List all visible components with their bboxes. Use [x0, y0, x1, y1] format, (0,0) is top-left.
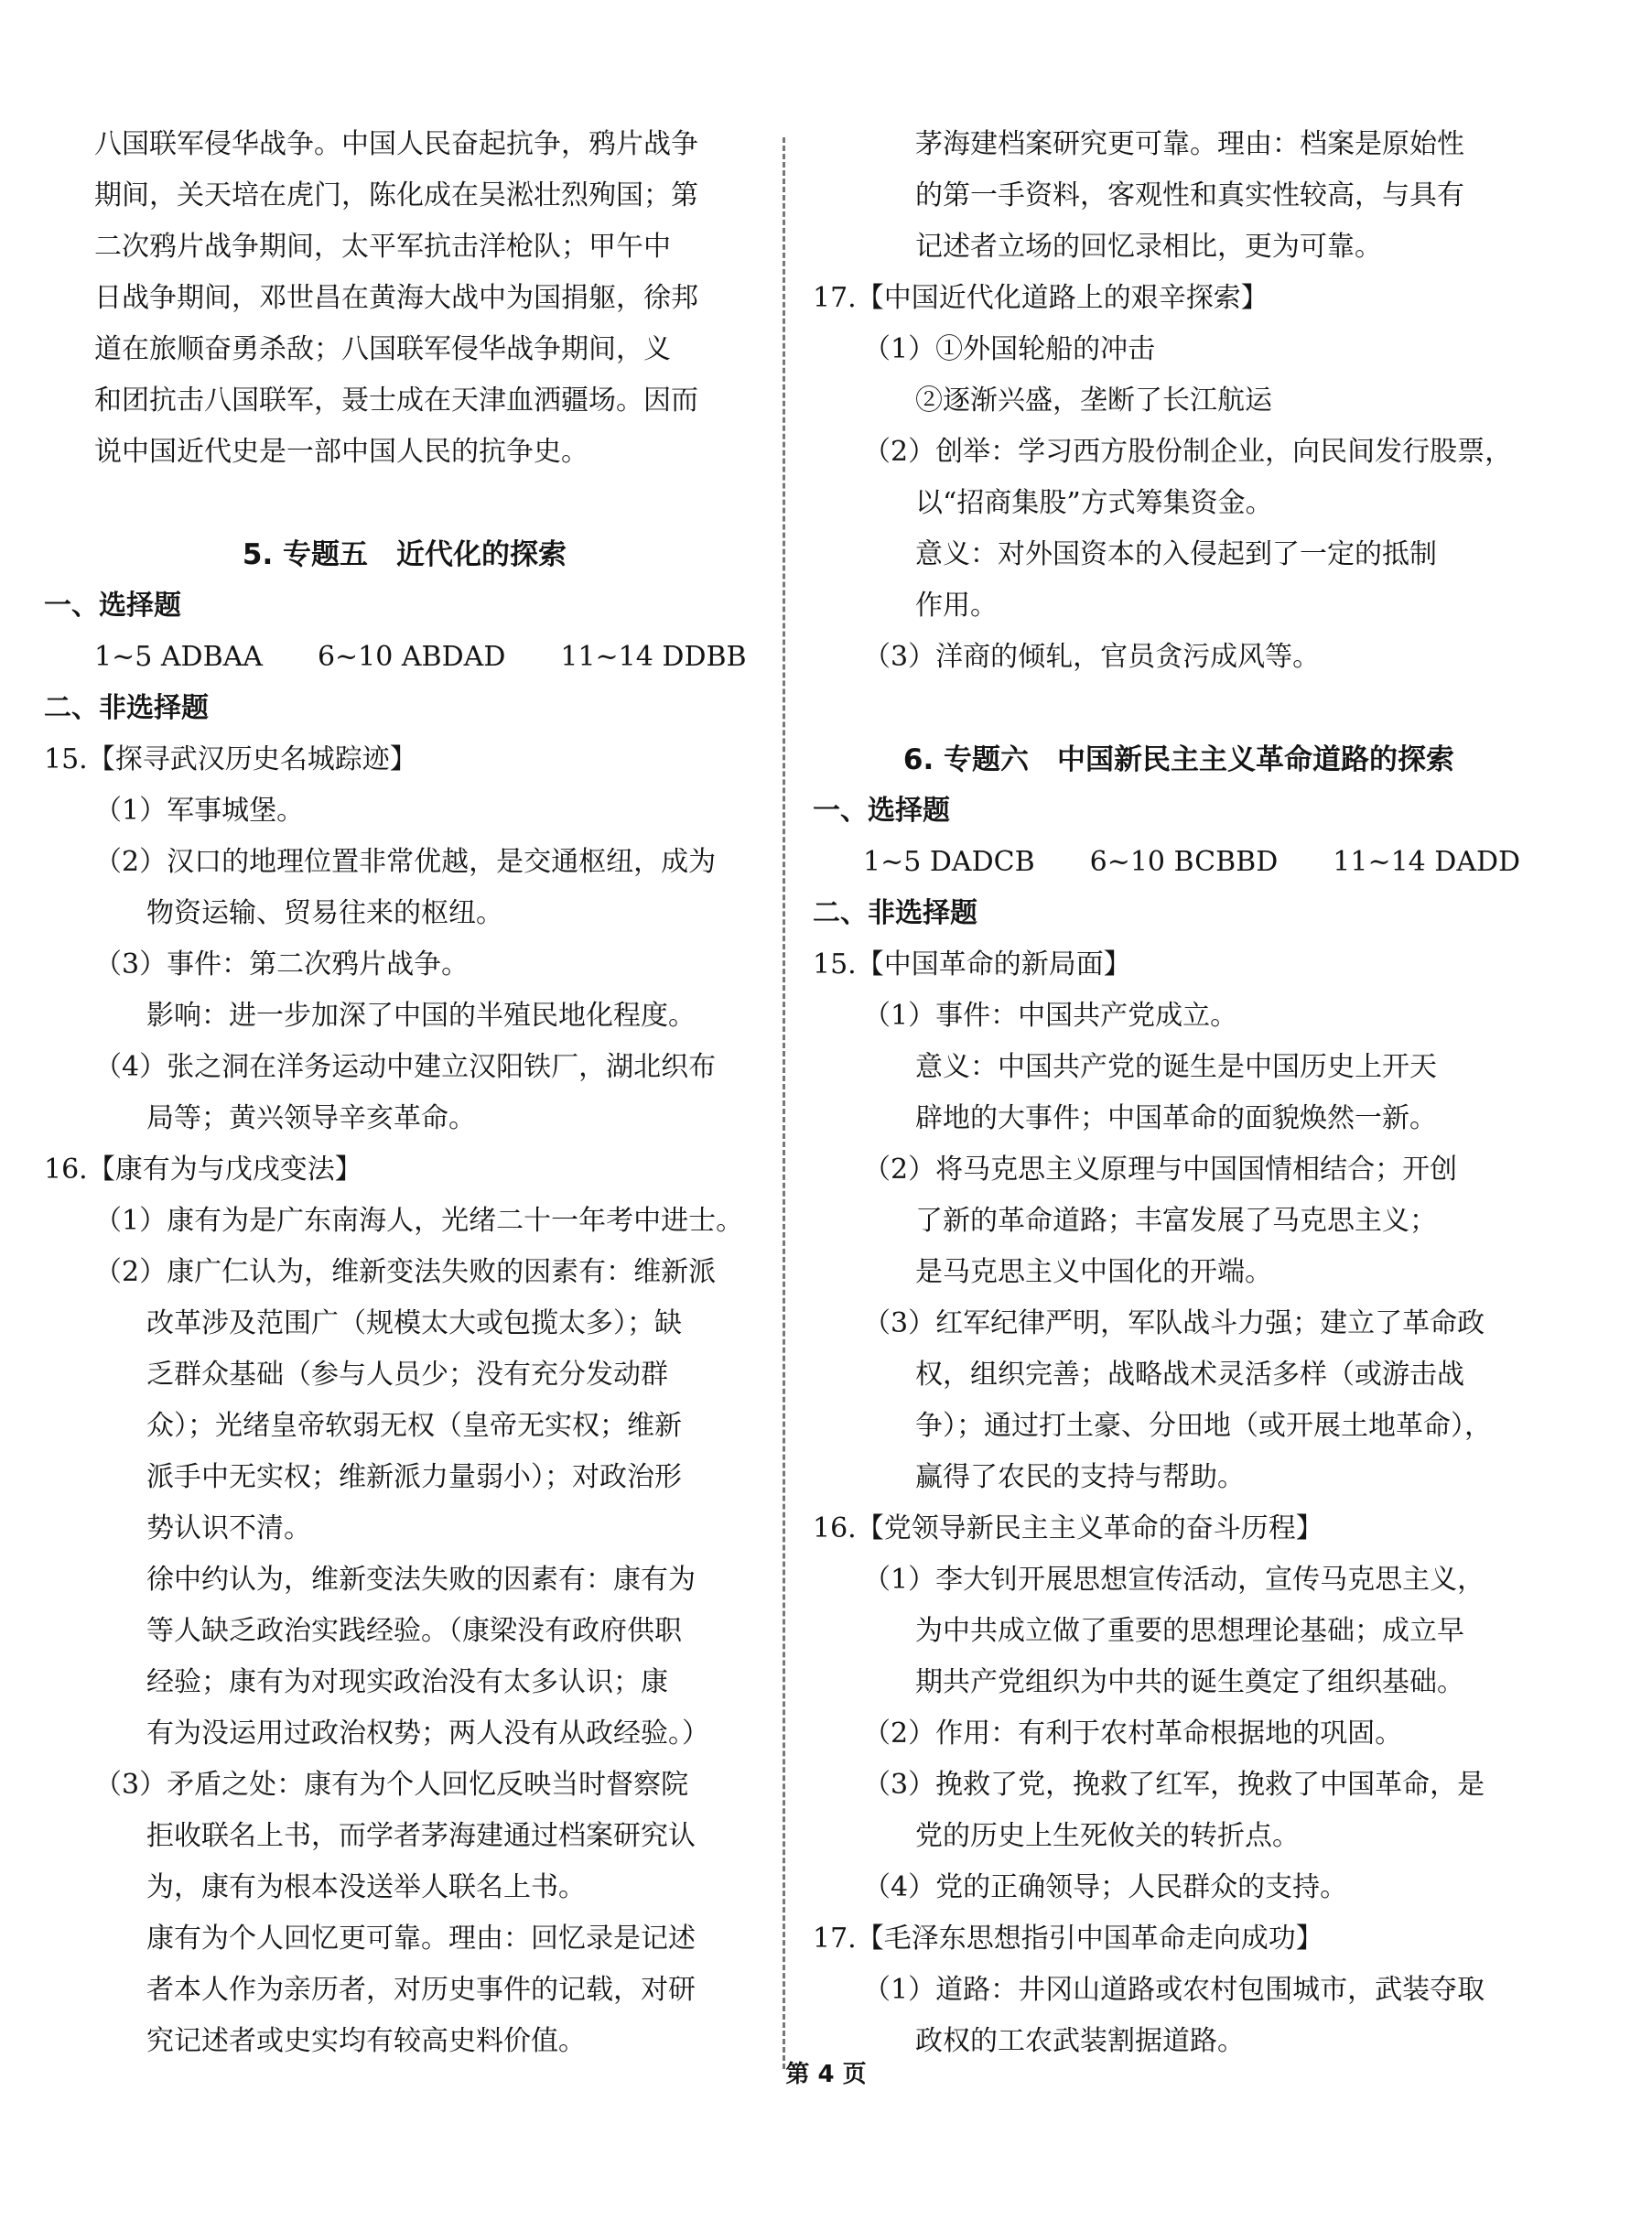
answer-line: 乏群众基础（参与人员少；没有充分发动群	[146, 1359, 668, 1391]
answer-line: 以“招商集股”方式筹集资金。	[915, 487, 1273, 519]
question-title: 15.【探寻武汉历史名城踪迹】	[44, 743, 417, 775]
answer-line: （3）挽救了党，挽救了红军，挽救了中国革命，是	[863, 1769, 1485, 1801]
answer-line: 等人缺乏政治实践经验。（康梁没有政府供职	[146, 1615, 682, 1647]
answer-line: 经验；康有为对现实政治没有太多认识；康	[146, 1666, 668, 1698]
answer-line: 茅海建档案研究更可靠。理由：档案是原始性	[915, 128, 1464, 160]
text-line: 道在旅顺奋勇杀敌；八国联军侵华战争期间，义	[94, 333, 671, 365]
answer-line: （1）康有为是广东南海人，光绪二十一年考中进士。	[94, 1205, 744, 1237]
answer-line: （1）李大钊开展思想宣传活动，宣传马克思主义，	[863, 1564, 1485, 1596]
answer-line: 物资运输、贸易往来的枢纽。	[146, 897, 503, 929]
page-number: 第 4 页	[785, 2061, 867, 2088]
choice-answers	[813, 837, 1545, 888]
column-divider	[783, 137, 785, 2069]
answer-line: 众）；光绪皇帝软弱无权（皇帝无实权；维新	[146, 1410, 682, 1442]
answer-line: 作用。	[915, 590, 998, 622]
answer-line: （3）矛盾之处：康有为个人回忆反映当时督察院	[94, 1769, 689, 1801]
answer-line: 的第一手资料，客观性和真实性较高，与具有	[915, 179, 1464, 211]
answer-line: 者本人作为亲历者，对历史事件的记载，对研	[146, 1974, 696, 2006]
text-line: 日战争期间，邓世昌在黄海大战中为国捐躯，徐邦	[94, 282, 698, 314]
answer-line: 记述者立场的回忆录相比，更为可靠。	[915, 231, 1382, 263]
answer-line: （2）汉口的地理位置非常优越，是交通枢纽，成为	[94, 846, 717, 878]
answer-group: 6~10 ABDAD	[317, 641, 506, 673]
answer-line: 势认识不清。	[146, 1512, 311, 1544]
answer-line: 了新的革命道路；丰富发展了马克思主义；	[915, 1205, 1437, 1237]
left-column	[44, 119, 765, 2067]
answer-line: 局等；黄兴领导辛亥革命。	[146, 1102, 476, 1134]
answer-line: 争）；通过打土豪、分田地（或开展土地革命），	[915, 1410, 1492, 1442]
answer-line: （2）康广仁认为，维新变法失败的因素有：维新派	[94, 1256, 717, 1288]
answer-line: 康有为个人回忆更可靠。理由：回忆录是记述	[146, 1923, 696, 1955]
answer-line: 影响：进一步加深了中国的半殖民地化程度。	[146, 1000, 696, 1032]
answer-line: （1）①外国轮船的冲击	[863, 333, 1156, 365]
answer-line: （2）创举：学习西方股份制企业，向民间发行股票，	[863, 436, 1513, 468]
question-title: 17.【中国近代化道路上的艰辛探索】	[813, 282, 1269, 314]
answer-line: 为，康有为根本没送举人联名上书。	[146, 1871, 586, 1903]
answer-line: （3）洋商的倾轧，官员贪污成风等。	[863, 641, 1321, 673]
answer-line: 有为没运用过政治权势；两人没有从政经验。）	[146, 1717, 709, 1750]
answer-line: （4）党的正确领导；人民群众的支持。	[863, 1871, 1348, 1903]
choice-heading: 一、选择题	[44, 590, 181, 622]
answer-line: 政权的工农武装割据道路。	[915, 2025, 1245, 2057]
answer-line: （1）道路：井冈山道路或农村包围城市，武装夺取	[863, 1974, 1485, 2006]
answer-line: 拒收联名上书，而学者茅海建通过档案研究认	[146, 1820, 696, 1852]
answer-line: 为中共成立做了重要的思想理论基础；成立早	[915, 1615, 1464, 1647]
answer-line: 辟地的大事件；中国革命的面貌焕然一新。	[915, 1102, 1437, 1134]
answer-line: 究记述者或史实均有较高史料价值。	[146, 2025, 586, 2057]
topic5-title: 5. 专题五 近代化的探索	[242, 538, 567, 571]
choice-answers	[44, 632, 765, 683]
answer-group: 1~5 DADCB	[863, 846, 1035, 878]
answer-group: 11~14 DDBB	[560, 641, 747, 673]
question-title: 16.【党领导新民主主义革命的奋斗历程】	[813, 1512, 1323, 1544]
text-line: 八国联军侵华战争。中国人民奋起抗争，鸦片战争	[94, 128, 698, 160]
answer-line: 是马克思主义中国化的开端。	[915, 1256, 1272, 1288]
answer-line: 期共产党组织为中共的诞生奠定了组织基础。	[915, 1666, 1464, 1698]
answer-line: 意义：对外国资本的入侵起到了一定的抵制	[915, 538, 1437, 570]
answer-line: 徐中约认为，维新变法失败的因素有：康有为	[146, 1564, 696, 1596]
answer-line: （1）事件：中国共产党成立。	[863, 1000, 1238, 1032]
answer-line: （2）作用：有利于农村革命根据地的巩固。	[863, 1717, 1403, 1750]
answer-line: （1）军事城堡。	[94, 795, 305, 827]
text-line: 和团抗击八国联军，聂士成在天津血洒疆场。因而	[94, 385, 698, 417]
topic6-title: 6. 专题六 中国新民主主义革命道路的探索	[902, 743, 1455, 776]
answer-line: 派手中无实权；维新派力量弱小）；对政治形	[146, 1461, 682, 1493]
answer-line: （4）张之洞在洋务运动中建立汉阳铁厂，湖北织布	[94, 1051, 717, 1083]
answer-line: 意义：中国共产党的诞生是中国历史上开天	[915, 1051, 1437, 1083]
answer-group: 6~10 BCBBD	[1089, 846, 1279, 878]
answer-line: （3）事件：第二次鸦片战争。	[94, 948, 470, 980]
text-line: 说中国近代史是一部中国人民的抗争史。	[94, 436, 588, 468]
question-title: 15.【中国革命的新局面】	[813, 948, 1131, 980]
nonchoice-heading: 二、非选择题	[813, 897, 977, 929]
question-title: 17.【毛泽东思想指引中国革命走向成功】	[813, 1923, 1323, 1955]
answer-line: （3）红军纪律严明，军队战斗力强；建立了革命政	[863, 1307, 1485, 1339]
answer-group: 11~14 DADD	[1333, 846, 1521, 878]
nonchoice-heading: 二、非选择题	[44, 692, 209, 724]
answer-line: 党的历史上生死攸关的转折点。	[915, 1820, 1300, 1852]
answer-group: 1~5 ADBAA	[94, 641, 263, 673]
answer-line: 改革涉及范围广（规模太大或包揽太多）；缺	[146, 1307, 682, 1339]
question-title: 16.【康有为与戊戌变法】	[44, 1154, 362, 1186]
answer-line: ②逐渐兴盛，垄断了长江航运	[915, 385, 1272, 417]
right-column	[813, 119, 1545, 2067]
answer-line: （2）将马克思主义原理与中国国情相结合；开创	[863, 1154, 1458, 1186]
choice-heading: 一、选择题	[813, 795, 950, 827]
answer-line: 赢得了农民的支持与帮助。	[915, 1461, 1245, 1493]
text-line: 二次鸦片战争期间，太平军抗击洋枪队；甲午中	[94, 231, 671, 263]
answer-line: 权，组织完善；战略战术灵活多样（或游击战	[915, 1359, 1464, 1391]
text-line: 期间，关天培在虎门，陈化成在吴淞壮烈殉国；第	[94, 179, 698, 211]
